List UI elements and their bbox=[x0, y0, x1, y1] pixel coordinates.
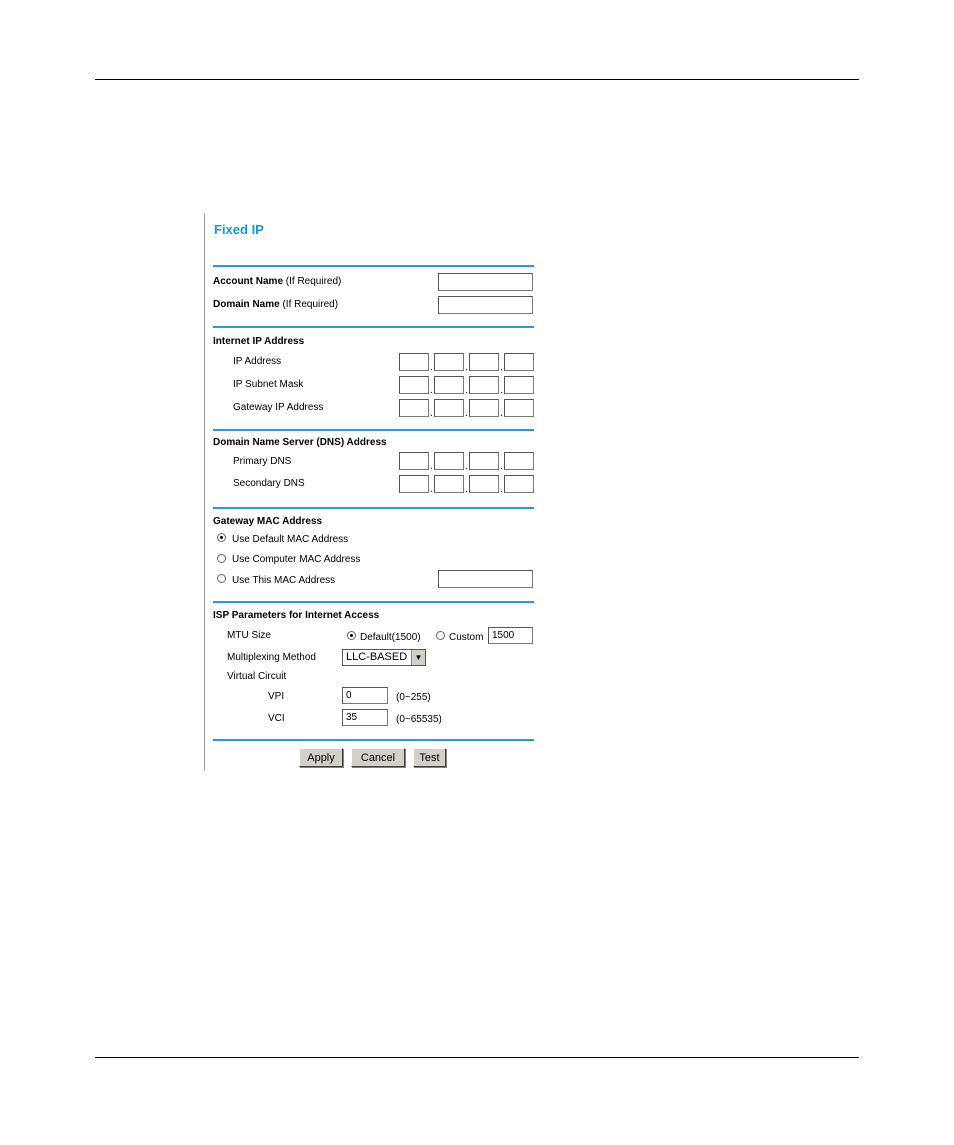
octet-dot: . bbox=[465, 484, 468, 495]
subnet-mask-octet-4[interactable] bbox=[504, 376, 534, 394]
octet-dot: . bbox=[430, 385, 433, 396]
virtual-circuit-label: Virtual Circuit bbox=[227, 671, 287, 682]
gateway-ip-octet-3[interactable] bbox=[469, 399, 499, 417]
section-divider bbox=[213, 429, 534, 431]
secondary-dns-octet-2[interactable] bbox=[434, 475, 464, 493]
mtu-default-radio[interactable] bbox=[347, 631, 356, 640]
primary-dns-octet-3[interactable] bbox=[469, 452, 499, 470]
octet-dot: . bbox=[465, 461, 468, 472]
octet-dot: . bbox=[500, 461, 503, 472]
mac-computer-label: Use Computer MAC Address bbox=[232, 554, 361, 565]
secondary-dns-label: Secondary DNS bbox=[233, 478, 305, 489]
octet-dot: . bbox=[430, 484, 433, 495]
primary-dns-octet-4[interactable] bbox=[504, 452, 534, 470]
octet-dot: . bbox=[430, 362, 433, 373]
secondary-dns-octet-4[interactable] bbox=[504, 475, 534, 493]
gateway-ip-octet-1[interactable] bbox=[399, 399, 429, 417]
domain-name-text: Domain Name bbox=[213, 299, 280, 310]
cancel-button[interactable]: Cancel bbox=[351, 748, 405, 767]
subnet-mask-octet-2[interactable] bbox=[434, 376, 464, 394]
primary-dns-octet-1[interactable] bbox=[399, 452, 429, 470]
mtu-custom-input[interactable] bbox=[488, 627, 533, 644]
subnet-mask-label: IP Subnet Mask bbox=[233, 379, 304, 390]
ip-address-octet-1[interactable] bbox=[399, 353, 429, 371]
mtu-custom-label: Custom bbox=[449, 632, 484, 643]
octet-dot: . bbox=[465, 408, 468, 419]
domain-name-label bbox=[213, 299, 338, 310]
account-name-input[interactable] bbox=[438, 273, 533, 291]
section-divider bbox=[213, 601, 534, 603]
mtu-custom-radio[interactable] bbox=[436, 631, 445, 640]
domain-name-note: (If Required) bbox=[282, 299, 339, 310]
section-divider bbox=[213, 507, 534, 509]
multiplexing-label: Multiplexing Method bbox=[227, 652, 316, 663]
chevron-down-icon[interactable]: ▼ bbox=[411, 650, 425, 665]
gateway-ip-octet-4[interactable] bbox=[504, 399, 534, 417]
primary-dns-label: Primary DNS bbox=[233, 456, 292, 467]
octet-dot: . bbox=[465, 362, 468, 373]
subnet-mask-octet-1[interactable] bbox=[399, 376, 429, 394]
vci-range: (0~65535) bbox=[396, 714, 442, 725]
mac-this-label: Use This MAC Address bbox=[232, 575, 336, 586]
dns-heading: Domain Name Server (DNS) Address bbox=[213, 437, 387, 448]
mac-computer-radio[interactable] bbox=[217, 554, 226, 563]
test-button[interactable]: Test bbox=[413, 748, 446, 767]
octet-dot: . bbox=[500, 408, 503, 419]
page-title: Fixed IP bbox=[214, 222, 264, 237]
section-divider bbox=[213, 326, 534, 328]
mtu-default-label: Default(1500) bbox=[360, 632, 421, 643]
vpi-input[interactable] bbox=[342, 687, 388, 704]
ip-address-octet-3[interactable] bbox=[469, 353, 499, 371]
octet-dot: . bbox=[465, 385, 468, 396]
account-name-text: Account Name bbox=[213, 276, 284, 287]
header-rule bbox=[95, 79, 859, 80]
multiplexing-value: LLC-BASED bbox=[346, 651, 408, 663]
gateway-ip-label: Gateway IP Address bbox=[233, 402, 324, 413]
secondary-dns-octet-3[interactable] bbox=[469, 475, 499, 493]
vpi-label: VPI bbox=[268, 691, 285, 702]
mtu-size-label: MTU Size bbox=[227, 630, 271, 641]
section-divider bbox=[213, 265, 534, 267]
gateway-ip-octet-2[interactable] bbox=[434, 399, 464, 417]
account-name-label bbox=[213, 276, 341, 287]
octet-dot: . bbox=[430, 408, 433, 419]
vci-label: VCI bbox=[268, 713, 285, 724]
octet-dot: . bbox=[430, 461, 433, 472]
isp-heading: ISP Parameters for Internet Access bbox=[213, 610, 380, 621]
apply-button[interactable]: Apply bbox=[299, 748, 343, 767]
section-divider bbox=[213, 739, 534, 741]
vpi-range: (0~255) bbox=[396, 692, 431, 703]
gateway-mac-heading: Gateway MAC Address bbox=[213, 516, 323, 527]
multiplexing-select[interactable] bbox=[342, 649, 426, 666]
octet-dot: . bbox=[500, 362, 503, 373]
primary-dns-octet-2[interactable] bbox=[434, 452, 464, 470]
octet-dot: . bbox=[500, 484, 503, 495]
footer-rule bbox=[95, 1057, 859, 1058]
mac-default-label: Use Default MAC Address bbox=[232, 534, 349, 545]
vci-input[interactable] bbox=[342, 709, 388, 726]
ip-address-octet-4[interactable] bbox=[504, 353, 534, 371]
mac-this-radio[interactable] bbox=[217, 574, 226, 583]
mac-default-radio[interactable] bbox=[217, 533, 226, 542]
secondary-dns-octet-1[interactable] bbox=[399, 475, 429, 493]
fixed-ip-panel bbox=[204, 213, 545, 771]
mac-address-input[interactable] bbox=[438, 570, 533, 588]
octet-dot: . bbox=[500, 385, 503, 396]
ip-address-label: IP Address bbox=[233, 356, 282, 367]
subnet-mask-octet-3[interactable] bbox=[469, 376, 499, 394]
ip-address-octet-2[interactable] bbox=[434, 353, 464, 371]
internet-ip-heading: Internet IP Address bbox=[213, 336, 305, 347]
account-name-note: (If Required) bbox=[285, 276, 342, 287]
domain-name-input[interactable] bbox=[438, 296, 533, 314]
